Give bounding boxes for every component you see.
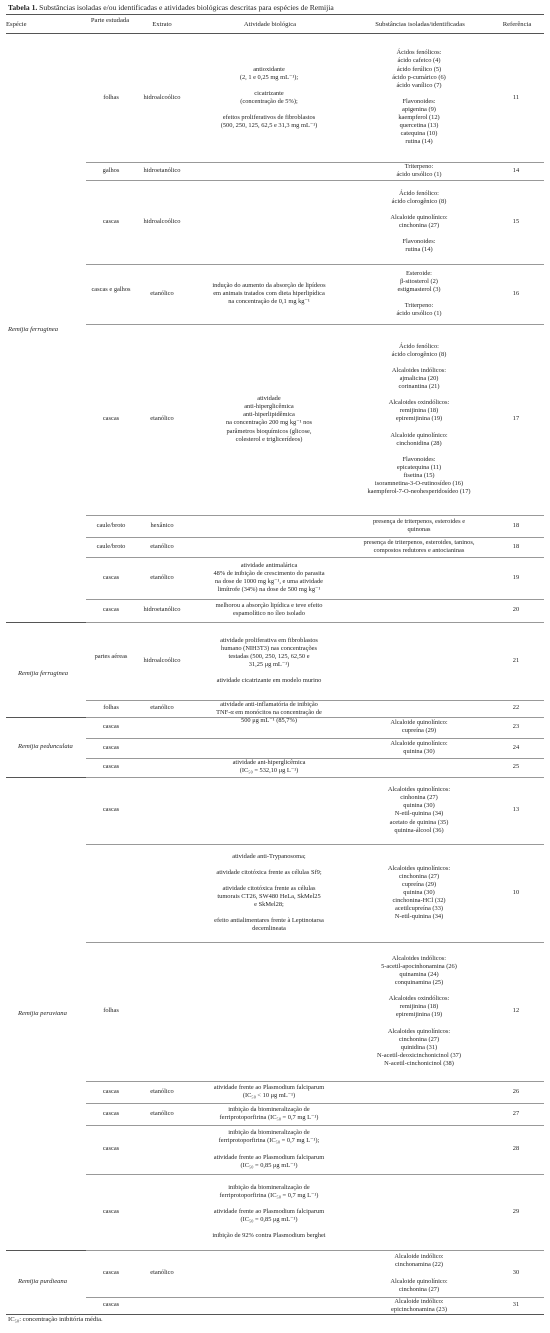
substancias-line: compostos redutores e antocianinas [373,546,465,554]
substancias-line: Alcaloides oxindólicos: [388,399,450,407]
atividade-line: inibição da biomineralização de [228,1105,310,1113]
cell-extrato: hidroetanólico [143,166,181,174]
atividade-line: TNF-α em monócitos na concentração de [216,709,322,717]
substancias-line: 5-acetil-apocinhonamina (26) [381,962,457,970]
substancias-line: Flavonoides: [402,238,436,246]
cell-extrato: hidroetanólico [143,606,181,614]
header-substancias: Substâncias isoladas/identificadas [375,21,465,28]
cell-substancias [350,719,488,735]
substancias-line: Alcaloide quinolínico: [390,1277,448,1285]
header-referencia: Referência [502,21,532,28]
cell-parte: cascas [102,1145,120,1153]
cell-ref: 18 [512,521,520,529]
atividade-line: inibição da biomineralização de [228,1129,310,1137]
cell-ref: 18 [512,542,520,550]
atividade-line: anti-hiperglicêmica [244,403,294,411]
cell-ref: 28 [512,1145,520,1153]
cell-ref: 31 [512,1301,520,1309]
substancias-line: cinchonina (27) [398,1035,440,1043]
cell-ref: 10 [512,888,520,896]
substancias-line: quinina (30) [403,888,435,896]
cell-ref: 13 [512,806,520,814]
cell-parte: folhas [103,93,119,101]
substancias-line: estigmasterol (3) [397,285,441,293]
cell-substancias [350,786,488,835]
cell-substancias [350,190,488,255]
cell-ref: 25 [512,763,520,771]
substancias-line: cupreína (29) [401,727,437,735]
substancias-line: Alcaloide indólico: [394,1298,444,1305]
cell-substancias [350,539,488,555]
atividade-line: atividade frente ao Plasmodium falciparum [213,1207,325,1215]
substancias-line: ácido p-cumárico (6) [392,73,446,81]
row-rule [86,180,544,181]
substancias-line: Alcaloides quinolínicos: [387,1027,451,1035]
atividade-line: e SkMel28; [254,901,284,909]
species-label: Remijia ferruginea [18,670,68,677]
substancias-line [350,294,488,302]
substancias-line: ácido clorogênico (8) [391,350,447,358]
cell-ref: 11 [512,93,520,101]
cell-parte: cascas [102,606,120,614]
species-label: Remijia pedunculata [18,743,73,750]
cell-substancias [350,49,488,146]
cell-atividade [194,1129,344,1169]
table-top-rule [6,14,544,15]
substancias-line: ácido clorogênico (8) [391,197,447,205]
species-label: Remijia purdieana [18,1278,68,1285]
species-label: Remijia ferruginea [8,326,58,333]
substancias-line: quinina-álcool (36) [394,826,444,834]
cell-parte: cascas [102,415,120,423]
cell-parte: cascas [102,723,120,731]
substancias-line: Alcaloides indólicos: [391,366,447,374]
substancias-line: quinonas [407,525,431,533]
cell-ref: 26 [512,1087,520,1095]
cell-extrato: etanólico [150,542,174,550]
atividade-line: (IC₅₀ = 0,85 μg mL⁻¹) [240,1161,298,1169]
atividade-line: 500 μg mL⁻¹ (85,7%) [241,717,297,725]
atividade-line: 48% de inibição de crescimento do parasita [213,569,325,577]
substancias-line: corinantina (21) [398,383,440,391]
cell-ref: 14 [512,166,520,174]
atividade-line [194,669,344,677]
cell-parte: cascas [102,573,120,581]
footnote: IC₅₀: concentração inibitória média. [8,1316,103,1323]
atividade-line: anti-hiperlipidêmica [243,411,295,419]
cell-parte: cascas [102,217,120,225]
substancias-line: quercetina (13) [399,122,439,130]
cell-extrato: etanólico [150,1269,174,1277]
cell-parte: cascas [102,1269,120,1277]
cell-atividade [194,602,344,618]
atividade-line: atividade ant-hiperglicêmica [232,759,306,767]
substancias-line: epiremijinina (19) [395,415,443,423]
cell-atividade [194,853,344,934]
substancias-line: rutina (14) [405,246,433,254]
substancias-line: N-etil-quinina (34) [394,810,444,818]
substancias-line: rutina (14) [405,138,433,146]
atividade-line: melhorou a absorção lipídica e teve efeito [215,602,323,610]
substancias-line: acetilcupreína (33) [394,905,444,913]
atividade-line [194,909,344,917]
cell-substancias [350,1298,488,1314]
atividade-line: antioxidante [253,65,285,73]
cell-parte: folhas [103,1007,119,1015]
row-rule [86,942,544,943]
substancias-line: Alcaloide quinolínico: [390,431,448,439]
substancias-line: cinchonina (27) [398,872,440,880]
row-rule [86,777,544,778]
atividade-line: testadas (500, 250, 125, 62,50 e [228,652,310,660]
substancias-line: N-acetil-cinchonicinol (38) [384,1060,454,1068]
substancias-line: kaempferol (12) [398,114,440,122]
cell-ref: 22 [512,704,520,712]
substancias-line: acetato de quinina (35) [389,818,449,826]
cell-substancias [350,343,488,497]
substancias-line [350,423,488,431]
cell-ref: 23 [512,723,520,731]
atividade-line: atividade [257,395,281,403]
atividade-line: atividade proliferativa em fibroblastos [220,636,318,644]
cell-atividade [194,1084,344,1100]
cell-parte: caule/broto [96,521,126,529]
atividade-line: atividade citotóxica frente as células [222,884,316,892]
substancias-line: cinchonina (27) [398,221,440,229]
substancias-line: ajmalicina (20) [399,374,439,382]
substancias-line: remijinina (18) [399,1003,439,1011]
header-especie: Espécie [6,21,27,28]
cell-atividade [194,701,344,725]
atividade-line: indução do aumento da absorção de lipídeos [212,281,326,289]
substancias-line: remijinina (18) [399,407,439,415]
cell-ref: 19 [512,573,520,581]
substancias-line: cinchonina (27) [398,1285,440,1293]
atividade-line: colesterol e triglicerídeos) [235,435,303,443]
row-rule [86,515,544,516]
cell-parte: galhos [102,166,120,174]
substancias-line: quinidina (31) [400,1043,438,1051]
cell-atividade [194,1106,344,1122]
cell-extrato: etanólico [150,1109,174,1117]
header-parte: Parte estudada [90,17,130,24]
atividade-line: (500, 250, 125, 62,5 e 31,3 mg mL⁻¹) [220,122,318,130]
atividade-line [194,106,344,114]
substancias-line [350,230,488,238]
row-rule [86,1174,544,1175]
row-rule [86,738,544,739]
substancias-line: epicatequina (11) [396,463,442,471]
atividade-line: atividade antimalárica [240,561,298,569]
substancias-line [350,987,488,995]
atividade-line [194,1224,344,1232]
atividade-line [194,861,344,869]
substancias-line: quinina (30) [403,802,435,810]
row-rule [86,537,544,538]
substancias-line [350,90,488,98]
atividade-line: atividade cicatrizante em modelo murino [216,677,322,685]
atividade-line [194,1145,344,1153]
atividade-line [194,82,344,90]
atividade-line: atividade frente ao Plasmodium falciparum [213,1083,325,1091]
substancias-line: epiremijinina (19) [395,1011,443,1019]
atividade-line: ferriprotoporfirina (IC₅₀ = 0,7 mg L⁻¹) [219,1191,319,1199]
atividade-line: tumorais CT26, SW480 HeLa, SkMel25 [217,892,321,900]
cell-atividade [194,395,344,444]
substancias-line: ácido cafeico (4) [397,57,441,65]
cell-ref: 16 [512,289,520,297]
atividade-line: inibição da biomineralização de [228,1183,310,1191]
header-extrato: Extrato [152,21,172,28]
atividade-line: na concentração de 0,1 mg kg⁻¹ [228,298,310,306]
atividade-line: atividade frente ao Plasmodium falciparum [213,1153,325,1161]
cell-atividade [194,637,344,686]
row-rule [86,622,544,623]
substancias-line: ácido ursólico (1) [396,171,442,179]
substancias-line: Alcaloides quinolínicos: [387,864,451,872]
cell-extrato: hidroalcoólico [143,656,181,664]
cell-substancias [350,518,488,534]
cell-ref: 12 [512,1007,520,1015]
substancias-line [350,391,488,399]
cell-extrato: etanólico [150,289,174,297]
cell-parte: folhas [103,704,119,712]
atividade-line: efeito antialimentares frente à Leptinotarsa [214,917,324,925]
atividade-line: (2, 1 e 0,25 mg mL⁻¹); [239,73,299,81]
atividade-line [194,1200,344,1208]
substancias-line: epicinchonamina (23) [391,1306,447,1314]
substancias-line: Alcaloides indólicos: [391,954,447,962]
cell-substancias [350,865,488,922]
cell-extrato: etanólico [150,573,174,581]
cell-ref: 17 [512,415,520,423]
substancias-line: ácido ferúlico (5) [396,65,442,73]
substancias-line: presença de triterpenos, esteroides e [372,517,466,525]
cell-ref: 21 [512,656,520,664]
cell-ref: 20 [512,606,520,614]
row-rule [86,324,544,325]
substancias-line: β-sitosterol (2) [400,277,438,285]
substancias-line: conquinamina (25) [394,979,444,987]
substancias-line: Flavonoides: [402,455,436,463]
cell-substancias [350,740,488,756]
atividade-line: ferriprotoporfirina (IC₅₀ = 0,7 mg L⁻¹) [219,1113,319,1121]
substancias-line: quinamina (24) [399,970,439,978]
cell-parte: cascas [102,743,120,751]
cell-atividade [194,1184,344,1241]
substancias-line: Ácidos fenólicos: [396,49,442,57]
substancias-line: Triterpeno: [404,163,434,170]
atividade-line: (IC₅₀ < 10 μg mL⁻¹) [242,1091,296,1099]
substancias-line: Alcaloide quinolínico: [390,213,448,221]
atividade-line [194,877,344,885]
cell-ref: 27 [512,1109,520,1117]
cell-extrato: etanólico [150,704,174,712]
cell-atividade [194,562,344,594]
cell-extrato: hidroalcoólico [143,93,181,101]
substancias-line [350,448,488,456]
cell-ref: 30 [512,1269,520,1277]
cell-substancias [350,1253,488,1293]
caption-label: Tabela 1. [8,3,38,12]
atividade-line: inibição de 92% contra Plasmodium berghei [212,1232,326,1240]
substancias-line: apigenina (9) [402,106,436,114]
substancias-line: Triterpeno: [404,302,434,310]
cell-parte: cascas [102,1207,120,1215]
header-rule [6,33,544,34]
cell-atividade [194,282,344,306]
substancias-line: Esteroide: [406,269,432,277]
row-rule [86,599,544,600]
substancias-line: N-acetil-deoxicinchonicinol (37) [377,1051,461,1059]
substancias-line: Alcaloides oxindólicos: [388,995,450,1003]
row-rule [86,717,544,718]
substancias-line: ácido vanílico (7) [396,81,442,89]
header-atividade: Atividade biológica [243,21,297,28]
atividade-line: em animais tratados com dieta hiperlipídica [213,289,325,297]
cell-atividade [194,66,344,131]
substancias-line: Alcaloides quinolínicos: [387,786,451,794]
substancias-line: quinina (30) [403,747,435,755]
cell-substancias [350,955,488,1068]
cell-extrato: etanólico [150,415,174,423]
atividade-line: 31,25 μg mL⁻¹) [248,660,290,668]
row-rule [86,1125,544,1126]
species-label: Remijia peruviana [18,1010,67,1017]
substancias-line: Alcaloide quinolínico: [390,739,448,747]
cell-substancias [350,270,488,319]
atividade-line: (IC₅₀ = 0,85 μg mL⁻¹) [240,1216,298,1224]
row-rule [86,844,544,845]
cell-extrato: hidroalcoólico [143,217,181,225]
cell-ref: 15 [512,217,520,225]
atividade-line: na dose de 1000 mg kg⁻¹, e uma atividade [214,577,324,585]
cell-ref: 29 [512,1207,520,1215]
substancias-line [350,359,488,367]
substancias-line: ácido ursólico (1) [396,310,442,318]
substancias-line: isoramnetina-3-O-rutinosídeo (16) [374,480,464,488]
cell-substancias [350,163,488,179]
substancias-line: Alcaloide quinolínico: [390,719,448,727]
substancias-line: Ácido fenólico: [399,189,439,197]
atividade-line: humano (NIH3T3) nas concentrações [221,644,317,652]
substancias-line: cinchonamina (22) [394,1261,444,1269]
substancias-line: N-etil-quinina (34) [394,913,444,921]
cell-ref: 24 [512,743,520,751]
atividade-line: ferriprotoporfirina (IC₅₀ = 0,7 mg L⁻¹); [218,1137,320,1145]
atividade-line: na concentração 200 mg kg⁻¹ nos [225,419,313,427]
cell-parte: partes aéreas [94,652,128,660]
cell-parte: cascas [102,1109,120,1117]
cell-parte: cascas e galhos [91,285,131,293]
substancias-line [350,206,488,214]
cell-atividade [194,759,344,775]
cell-parte: caule/broto [96,542,126,550]
substancias-line: catequina (10) [400,130,438,138]
cell-parte: cascas [102,1301,120,1309]
row-rule [86,1103,544,1104]
atividade-line: atividade citotóxica frente as células Sf9; [216,868,322,876]
substancias-line: kaempferol-7-O-neohesperidosídeo (17) [367,488,471,496]
table-caption [8,3,334,12]
substancias-line: presença de triterpenos, esteroides, taninos, [363,538,475,546]
substancias-line: cinchonidina (28) [396,439,442,447]
atividade-line: parâmetros bioquímicos (glicose, [226,427,312,435]
substancias-line: Flavonoides: [402,97,436,105]
atividade-line: espamolítico no íleo isolado [233,610,305,618]
substancias-line [350,1269,488,1277]
row-rule [86,1081,544,1082]
substancias-line [350,1020,488,1028]
atividade-line: limítrofe (34%) na dose de 500 mg kg⁻¹ [217,586,321,594]
atividade-line: decemlineata [252,925,286,933]
row-rule [86,1250,544,1251]
atividade-line: efeitos proliferativos de fibroblastos [222,114,316,122]
substancias-line: Alcaloide indólico: [394,1253,444,1261]
substancias-line: cinchonina-HCl (32) [392,897,446,905]
cell-parte: cascas [102,1087,120,1095]
row-rule [86,557,544,558]
substancias-line: cupreína (29) [401,880,437,888]
atividade-line: atividade anti-Trypanosoma; [232,852,306,860]
substancias-line: fisetina (15) [403,472,435,480]
atividade-line: atividade anti-inflamatória de inibição [220,701,318,708]
cell-extrato: hexânico [150,521,174,529]
atividade-line: cicatrizante [254,89,284,97]
cell-parte: cascas [102,806,120,814]
substancias-line: Ácido fenólico: [399,342,439,350]
cell-extrato: etanólico [150,1087,174,1095]
substancias-line: cinhonina (27) [400,794,438,802]
atividade-line: (IC₅₀ = 532,10 μg L⁻¹) [239,767,299,775]
atividade-line: (concentração de 5%); [240,97,298,105]
cell-parte: cascas [102,763,120,771]
caption-text: Substâncias isoladas e/ou identificadas e atividades biológicas descritas para espécies de Remijia [39,3,334,12]
row-rule [86,264,544,265]
